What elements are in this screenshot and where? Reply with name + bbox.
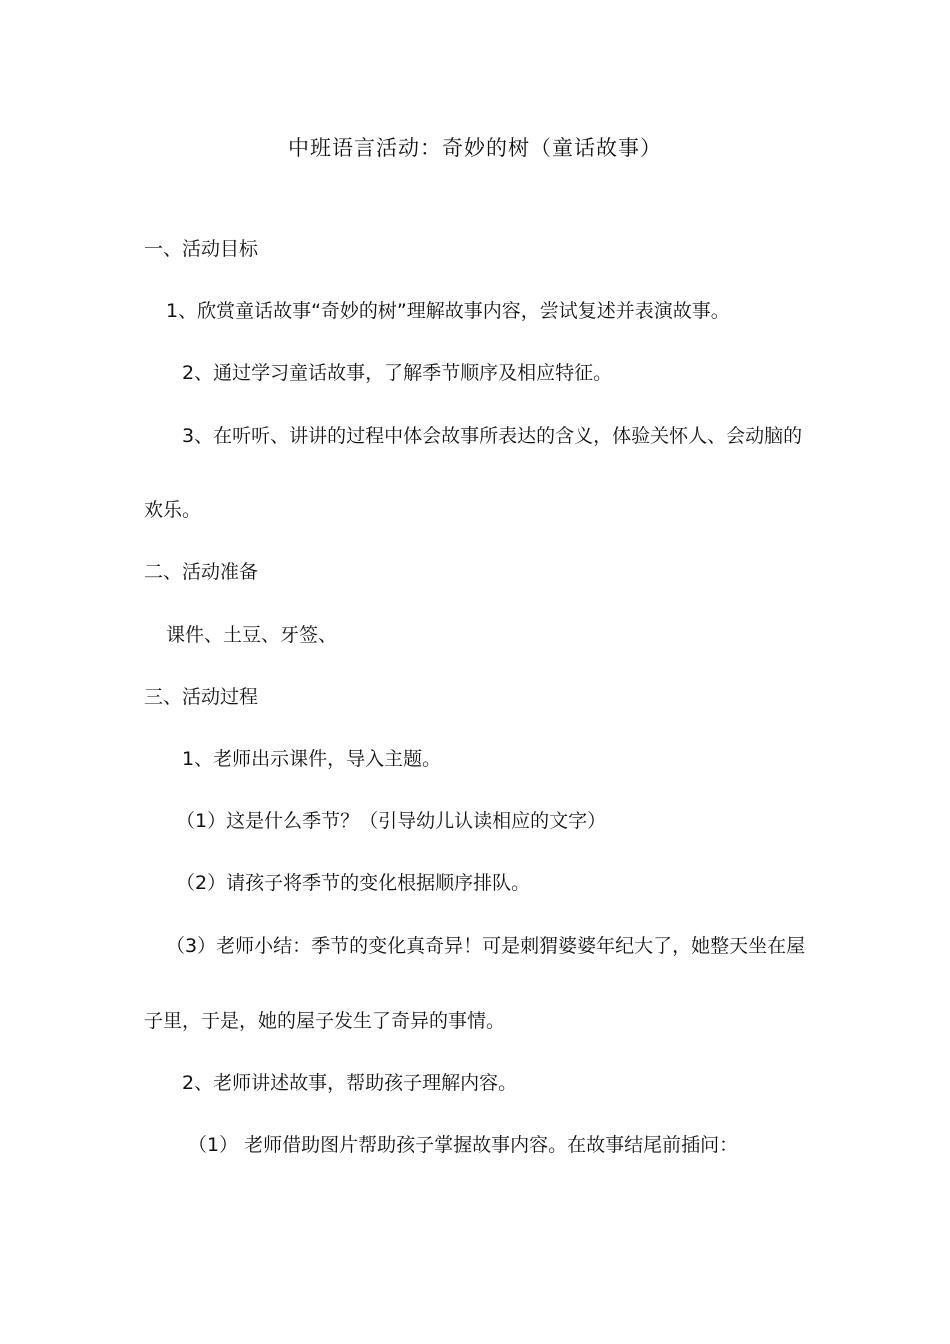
paragraph-step-1-2: （2）请孩子将季节的变化根据顺序排队。: [176, 872, 531, 894]
paragraph-step-1-3-continued: 子里，于是，她的屋子发生了奇异的事情。: [144, 1010, 506, 1032]
paragraph-step-2: 2、老师讲述故事，帮助孩子理解内容。: [182, 1072, 518, 1094]
section-heading-process: 三、活动过程: [144, 686, 259, 708]
paragraph-goal-1: 1、欣赏童话故事“奇妙的树”理解故事内容，尝试复述并表演故事。: [166, 300, 730, 322]
paragraph-step-1: 1、老师出示课件，导入主题。: [182, 748, 442, 770]
paragraph-step-1-1: （1）这是什么季节？（引导幼儿认读相应的文字）: [176, 810, 607, 832]
paragraph-goal-3-continued: 欢乐。: [144, 499, 202, 521]
paragraph-goal-2: 2、通过学习童话故事，了解季节顺序及相应特征。: [182, 362, 613, 384]
section-heading-preparation: 二、活动准备: [144, 561, 259, 583]
paragraph-step-1-3: （3）老师小结：季节的变化真奇异！可是刺猬婆婆年纪大了，她整天坐在屋: [166, 935, 806, 957]
document-title: 中班语言活动：奇妙的树（童话故事）: [288, 136, 662, 160]
section-heading-goals: 一、活动目标: [144, 238, 259, 260]
paragraph-step-2-1: （1） 老师借助图片帮助孩子掌握故事内容。在故事结尾前插问：: [188, 1134, 739, 1156]
paragraph-goal-3: 3、在听听、讲讲的过程中体会故事所表达的含义，体验关怀人、会动脑的: [182, 425, 803, 447]
paragraph-materials: 课件、土豆、牙签、: [166, 624, 338, 646]
